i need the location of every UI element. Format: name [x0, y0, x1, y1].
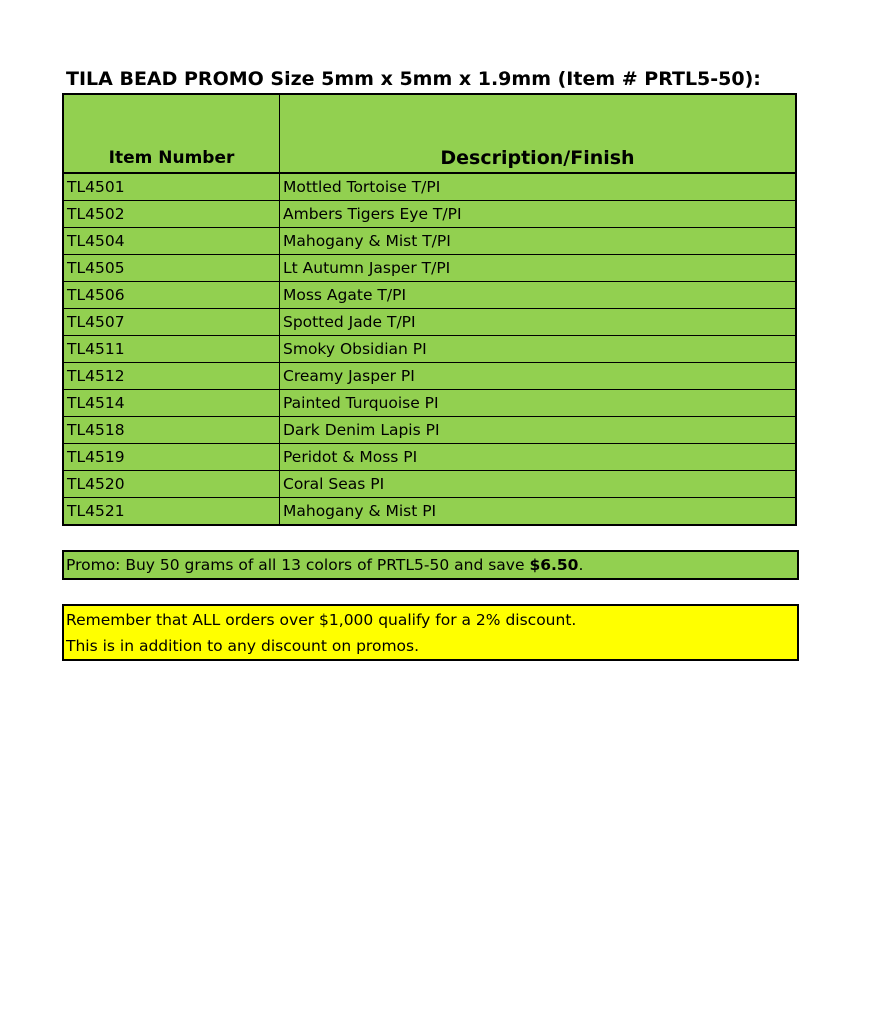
description-cell: Peridot & Moss PI	[280, 444, 797, 471]
item-number-cell: TL4512	[63, 363, 280, 390]
table-row	[63, 417, 796, 444]
item-number-cell: TL4519	[63, 444, 280, 471]
promo-suffix: .	[578, 556, 584, 574]
table-row	[63, 309, 796, 336]
product-table	[62, 93, 797, 526]
description-cell: Mahogany & Mist PI	[280, 498, 797, 526]
table-row	[63, 390, 796, 417]
table-header-row	[63, 94, 796, 173]
header-description: Description/Finish	[280, 94, 797, 173]
item-number-cell: TL4518	[63, 417, 280, 444]
table-row	[63, 363, 796, 390]
description-cell: Smoky Obsidian PI	[280, 336, 797, 363]
page-title: TILA BEAD PROMO Size 5mm x 5mm x 1.9mm (Item # PRTL5-50):	[66, 68, 761, 90]
table-row	[63, 228, 796, 255]
promo-text: Promo: Buy 50 grams of all 13 colors of PRTL5-50 and save	[66, 556, 530, 574]
item-number-cell: TL4505	[63, 255, 280, 282]
description-cell: Coral Seas PI	[280, 471, 797, 498]
description-cell: Ambers Tigers Eye T/PI	[280, 201, 797, 228]
table-row	[63, 336, 796, 363]
description-cell: Moss Agate T/PI	[280, 282, 797, 309]
description-cell: Mahogany & Mist T/PI	[280, 228, 797, 255]
description-cell: Creamy Jasper PI	[280, 363, 797, 390]
discount-note-box	[62, 604, 799, 661]
discount-note-line-1: Remember that ALL orders over $1,000 qualify for a 2% discount.	[66, 611, 577, 629]
discount-note-line-2: This is in addition to any discount on promos.	[66, 637, 420, 655]
item-number-cell: TL4511	[63, 336, 280, 363]
item-number-cell: TL4520	[63, 471, 280, 498]
description-cell: Spotted Jade T/PI	[280, 309, 797, 336]
description-cell: Dark Denim Lapis PI	[280, 417, 797, 444]
item-number-cell: TL4502	[63, 201, 280, 228]
item-number-cell: TL4507	[63, 309, 280, 336]
table-row	[63, 201, 796, 228]
promo-amount: $6.50	[529, 556, 579, 574]
table-row	[63, 255, 796, 282]
promo-box	[62, 550, 799, 580]
table-row	[63, 471, 796, 498]
table-row	[63, 444, 796, 471]
item-number-cell: TL4501	[63, 173, 280, 201]
table-row	[63, 498, 796, 526]
item-number-cell: TL4521	[63, 498, 280, 526]
item-number-cell: TL4514	[63, 390, 280, 417]
description-cell: Mottled Tortoise T/PI	[280, 173, 797, 201]
description-cell: Painted Turquoise PI	[280, 390, 797, 417]
header-item-number: Item Number	[63, 94, 280, 173]
table-row	[63, 173, 796, 201]
item-number-cell: TL4506	[63, 282, 280, 309]
description-cell: Lt Autumn Jasper T/PI	[280, 255, 797, 282]
item-number-cell: TL4504	[63, 228, 280, 255]
table-row	[63, 282, 796, 309]
